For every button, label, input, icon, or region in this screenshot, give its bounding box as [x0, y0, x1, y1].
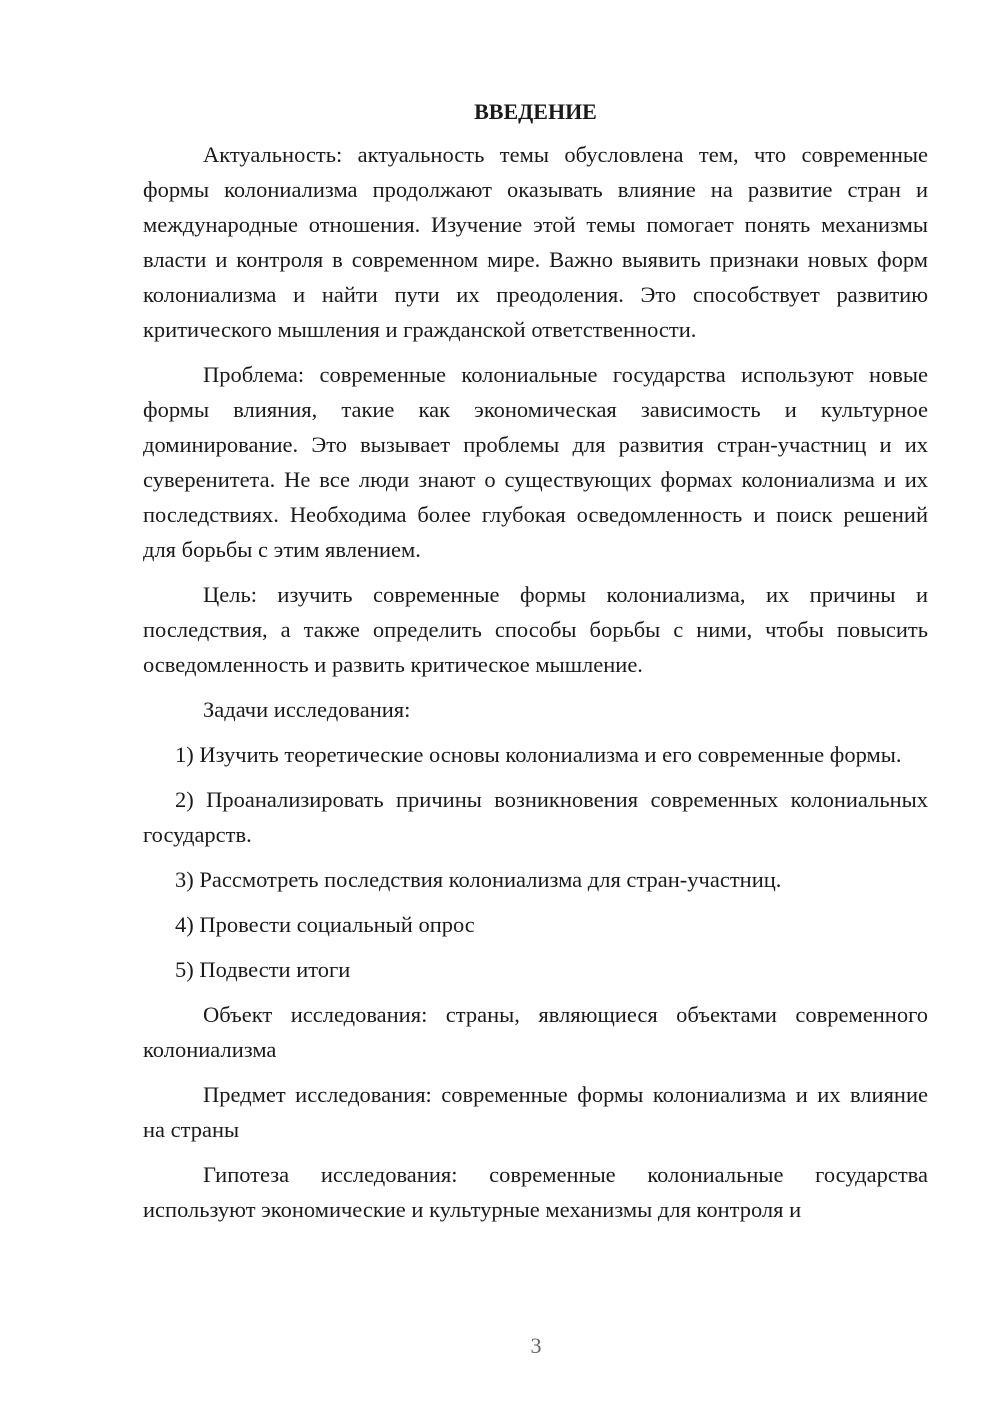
goal-paragraph: Цель: изучить современные формы колониализма, их причины и последствия, а также определить способы борьбы с ними, чтобы повысить осведомленность и развить критическое мышление.	[143, 582, 928, 677]
subject-paragraph: Предмет исследования: современные формы колониализма и их влияние на страны	[143, 1082, 928, 1142]
problem-paragraph: Проблема: современные колониальные государства используют новые формы влияния, такие как экономическая зависимость и культурное доминирование. Это вызывает проблемы для развития стран-участниц и их суверенитета. Не все люди знают о существующих формах колониализма и их последствиях. Необходима более глубокая осведомленность и поиск решений для борьбы с этим явлением.	[143, 362, 928, 562]
page-number: 3	[530, 1333, 542, 1358]
task-item: 5) Подвести итоги	[175, 957, 351, 982]
section-title: ВВЕДЕНИЕ	[474, 99, 597, 124]
page-content	[143, 94, 928, 1227]
object-paragraph: Объект исследования: страны, являющиеся объектами современного колониализма	[143, 1002, 928, 1062]
hypothesis-paragraph: Гипотеза исследования: современные колониальные государства используют экономические и культурные механизмы для контроля и	[143, 1162, 928, 1222]
task-item: 1) Изучить теоретические основы колониализма и его современные формы.	[175, 742, 902, 767]
tasks-heading: Задачи исследования:	[203, 697, 411, 722]
relevance-paragraph: Актуальность: актуальность темы обусловлена тем, что современные формы колониализма продолжают оказывать влияние на развитие стран и международные отношения. Изучение этой темы помогает понять механизмы власти и контроля в современном мире. Важно выявить признаки новых форм колониализма и найти пути их преодоления. Это способствует развитию критического мышления и гражданской ответственности.	[143, 142, 928, 342]
task-item: 4) Провести социальный опрос	[175, 912, 475, 937]
task-item: 3) Рассмотреть последствия колониализма для стран-участниц.	[175, 867, 782, 892]
task-item: 2) Проанализировать причины возникновения современных колониальных государств.	[143, 787, 928, 847]
